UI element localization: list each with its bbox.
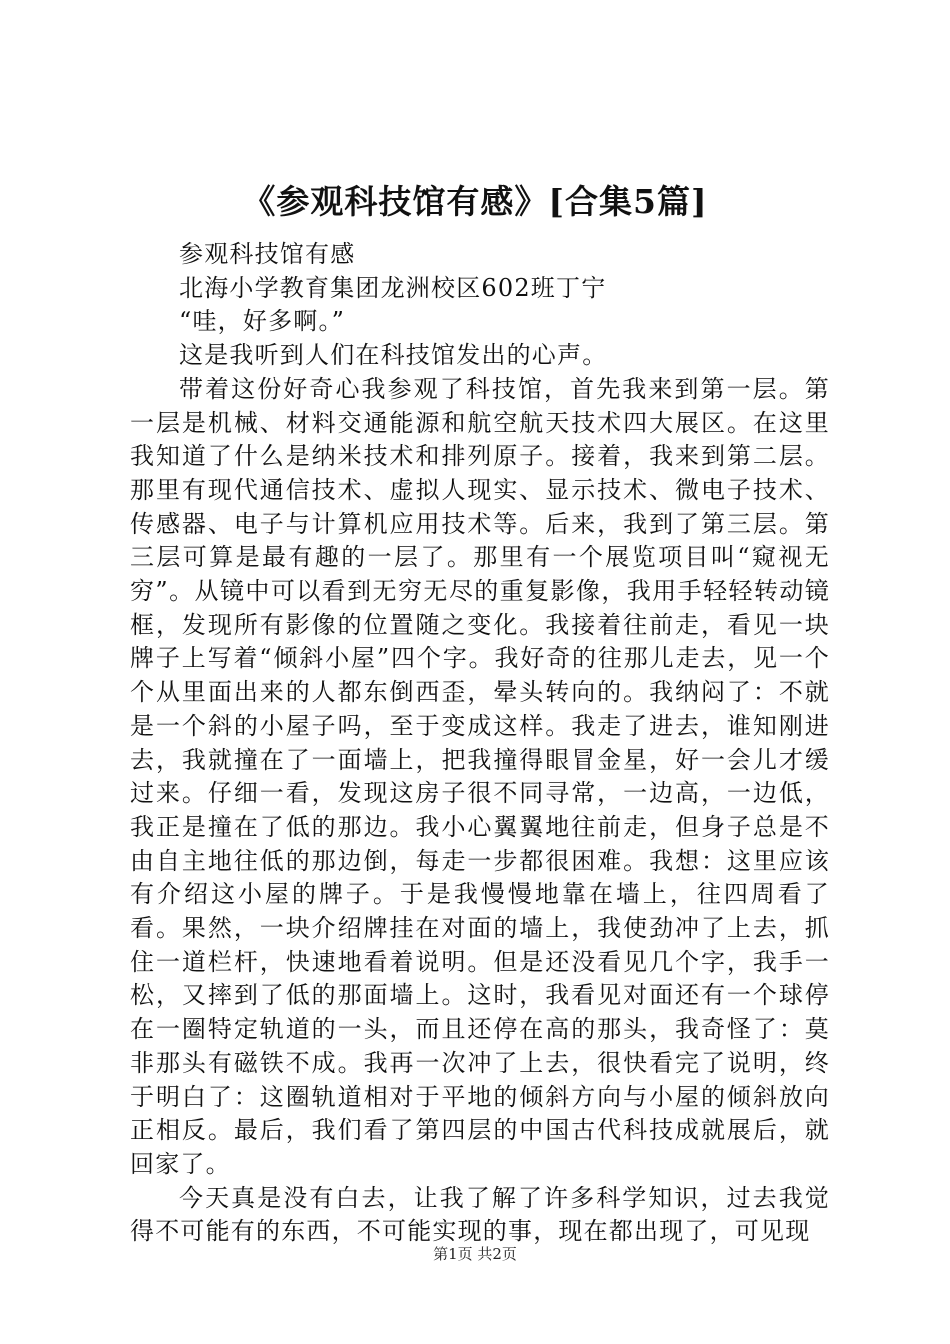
document-body (130, 238, 830, 1249)
paragraph-conclusion: 今天真是没有白去，让我了解了许多科学知识，过去我觉得不可能有的东西，不可能实现的事，现在都出现了，可见现 (130, 1183, 830, 1246)
paragraph-essay-title: 参观科技馆有感 (179, 240, 356, 268)
paragraph-quote: “哇，好多啊。” (179, 307, 346, 336)
paragraph-intro: 这是我听到人们在科技馆发出的心声。 (179, 341, 608, 370)
paragraph-author: 北海小学教育集团龙洲校区602班丁宁 (179, 273, 607, 302)
document-title: 《参观科技馆有感》[合集5篇] (242, 182, 708, 221)
paragraph-main: 带着这份好奇心我参观了科技馆，首先我来到第一层。第一层是机械、材料交通能源和航空航天技术四大展区。在这里我知道了什么是纳米技术和排列原子。接着，我来到第二层。那里有现代通信技术、虚拟人现实、显示技术、微电子技术、传感器、电子与计算机应用技术等。后来，我到了第三层。第三层可算是最有趣的一层了。那里有一个展览项目叫“窥视无穷”。从镜中可以看到无穷无尽的重复影像，我用手轻轻转动镜框，发现所有影像的位置随之变化。我接着往前走，看见一块牌子上写着“倾斜小屋”四个字。我好奇的往那儿走去，见一个个从里面出来的人都东倒西歪，晕头转向的。我纳闷了：不就是一个斜的小屋子吗，至于变成这样。我走了进去，谁知刚进去，我就撞在了一面墙上，把我撞得眼冒金星，好一会儿才缓过来。仔细一看，发现这房子很不同寻常，一边高，一边低，我正是撞在了低的那边。我小心翼翼地往前走，但身子总是不由自主地往低的那边倒，每走一步都很困难。我想：这里应该有介绍这小屋的牌子。于是我慢慢地靠在墙上，往四周看了看。果然，一块介绍牌挂在对面的墙上，我使劲冲了上去，抓住一道栏杆，快速地看着说明。但是还没看见几个字，我手一松，又摔到了低的那面墙上。这时，我看见对面还有一个球停在一圈特定轨道的一头，而且还停在高的那头，我奇怪了：莫非那头有磁铁不成。我再一次冲了上去，很快看完了说明，终于明白了：这圈轨道相对于平地的倾斜方向与小屋的倾斜放向正相反。最后，我们看了第四层的中国古代科技成就展后，就回家了。 (130, 374, 830, 1178)
page-footer: 第1页 共2页 (433, 1245, 517, 1263)
